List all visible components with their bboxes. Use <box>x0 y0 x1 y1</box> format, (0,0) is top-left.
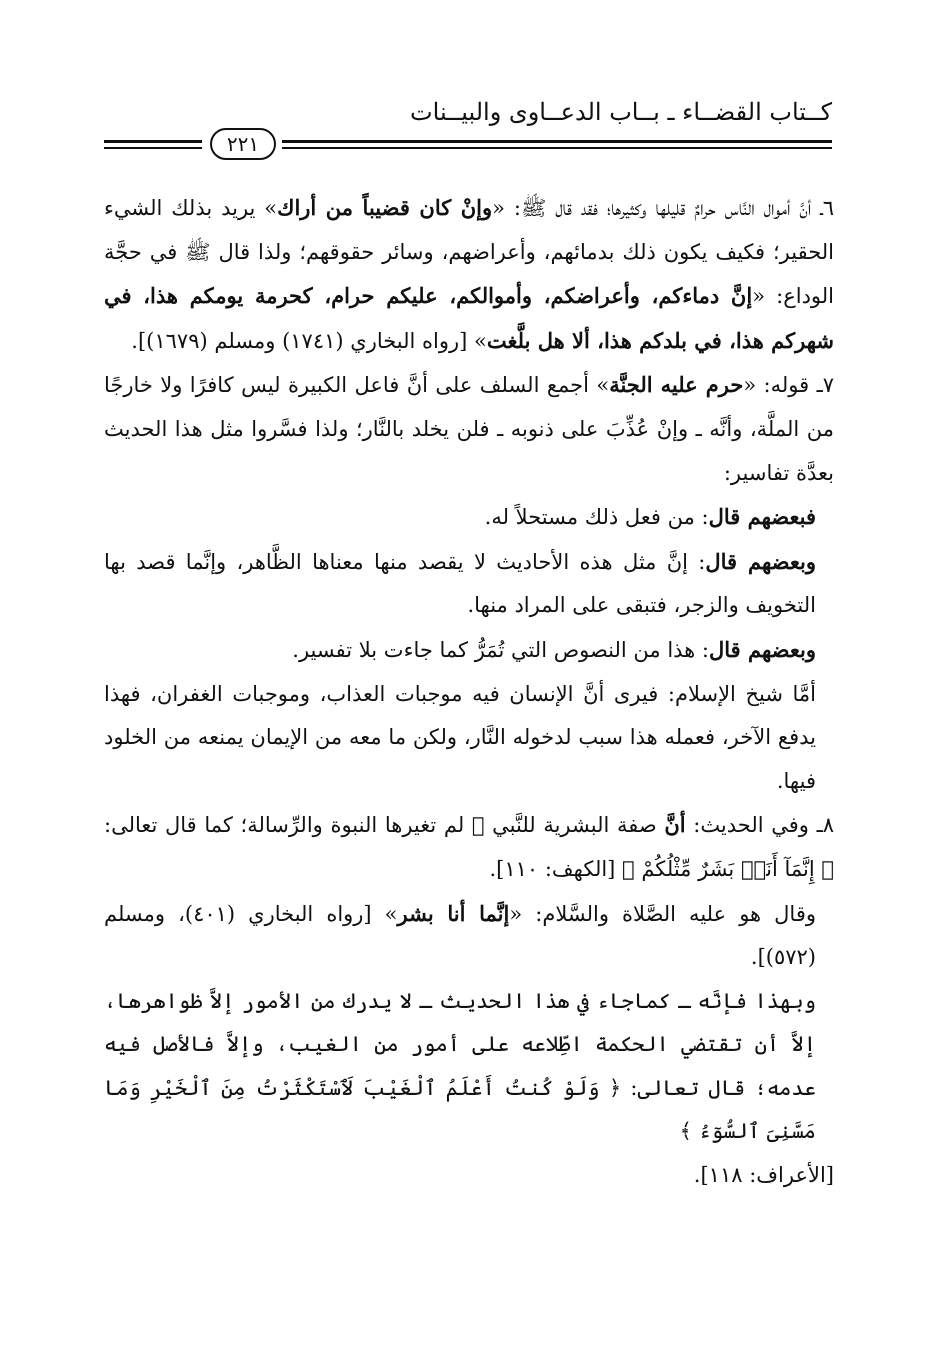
interpretation-1: فبعضهم قال: من فعل ذلك مستحلاً له. <box>484 504 816 530</box>
interpretation-2: وبعضهم قال: إنَّ مثل هذه الأحاديث لا يقصد منها معناها الظَّاهر، وإنَّما قصد بها التخويف والزجر، فتبقى على المراد منها. <box>104 548 816 618</box>
page-number-frame <box>202 128 282 160</box>
paragraph-8: ٨ـ وفي الحديث: أنَّ صفة البشرية للنَّبي ﷺ لم تغيرها النبوة والرِّسالة؛ كما قال تعالى: ﴿ إِنَّمَآ أَنَا۠ بَشَرٌ مِّثْلُكُمْ ﴾ [الكهف: ١١٠]. <box>104 812 835 881</box>
paragraph-6: ٦ـ أنَّ أموال النَّاس حرامٌ قليلها وكثيرها؛ فقد قال ﷺ: «وإنْ كان قضيباً من أراك» يريد بذلك الشيء الحقير؛ فكيف يكون ذلك بدمائهم، وأعراضهم، وسائر حقوقهم؛ ولذا قال ﷺ في حجَّة الوداع: «إنَّ دماءكم، وأعراضكم، وأموالكم، عليكم حرام، كحرمة يومكم هذا، في شهركم هذا، في بلدكم هذا، ألا هل بلَّغت» [رواه البخاري (١٧٤١) ومسلم (١٦٧٩)]. <box>104 195 835 353</box>
quran-reference: [الأعراف: ١١٨]. <box>693 1163 834 1188</box>
paragraph-8-conclusion: وبهذا فإنَّه ـ كماجاء في هذا الحديث ـ لا يدرك من الأمور إلاَّ ظواهرها، إلاَّ أن تقتضي الحكمة اطِّلاعه على أمور من الغيب، وإلاَّ فالأصل فيه عدمه؛ قال تعالى: ﴿ وَلَوْ كُنتُ أَعْلَمُ ٱلْغَيْبَ لَٱسْتَكْثَرْتُ مِنَ ٱلْخَيْرِ وَمَا مَسَّنِىَ ٱلسُّوٓءُ ﴾ <box>104 988 816 1144</box>
page-number: ٢٢١ <box>210 128 276 160</box>
paragraph-7: ٧ـ قوله: «حرم عليه الجنَّة» أجمع السلف على أنَّ فاعل الكبيرة ليس كافرًا ولا خارجًا من الملَّة، وأنَّه ـ وإنْ عُذِّبَ على ذنوبه ـ فلن يخلد بالنَّار؛ ولذا فسَّروا مثل هذا الحديث بعدَّة تفاسير: <box>104 372 835 485</box>
page-body <box>104 186 834 1198</box>
ibn-taymiyyah-view: أمَّا شيخ الإسلام: فيرى أنَّ الإنسان فيه موجبات العذاب، وموجبات الغفران، فهذا يدفع الآخر، فعمله هذا سبب لدخوله النَّار، ولكن ما معه من الإيمان يمنعه من الخلود فيها. <box>104 681 816 793</box>
running-header-title: كــتاب القضــاء ـ بــاب الدعــاوى والبيــنات <box>410 98 832 126</box>
interpretation-3: وبعضهم قال: هذا من النصوص التي تُمَرُّ كما جاءت بلا تفسير. <box>292 636 816 662</box>
paragraph-8-hadith: وقال هو عليه الصَّلاة والسَّلام: «إنَّما أنا بشر» [رواه البخاري (٤٠١)، ومسلم (٥٧٢)]. <box>104 900 816 970</box>
